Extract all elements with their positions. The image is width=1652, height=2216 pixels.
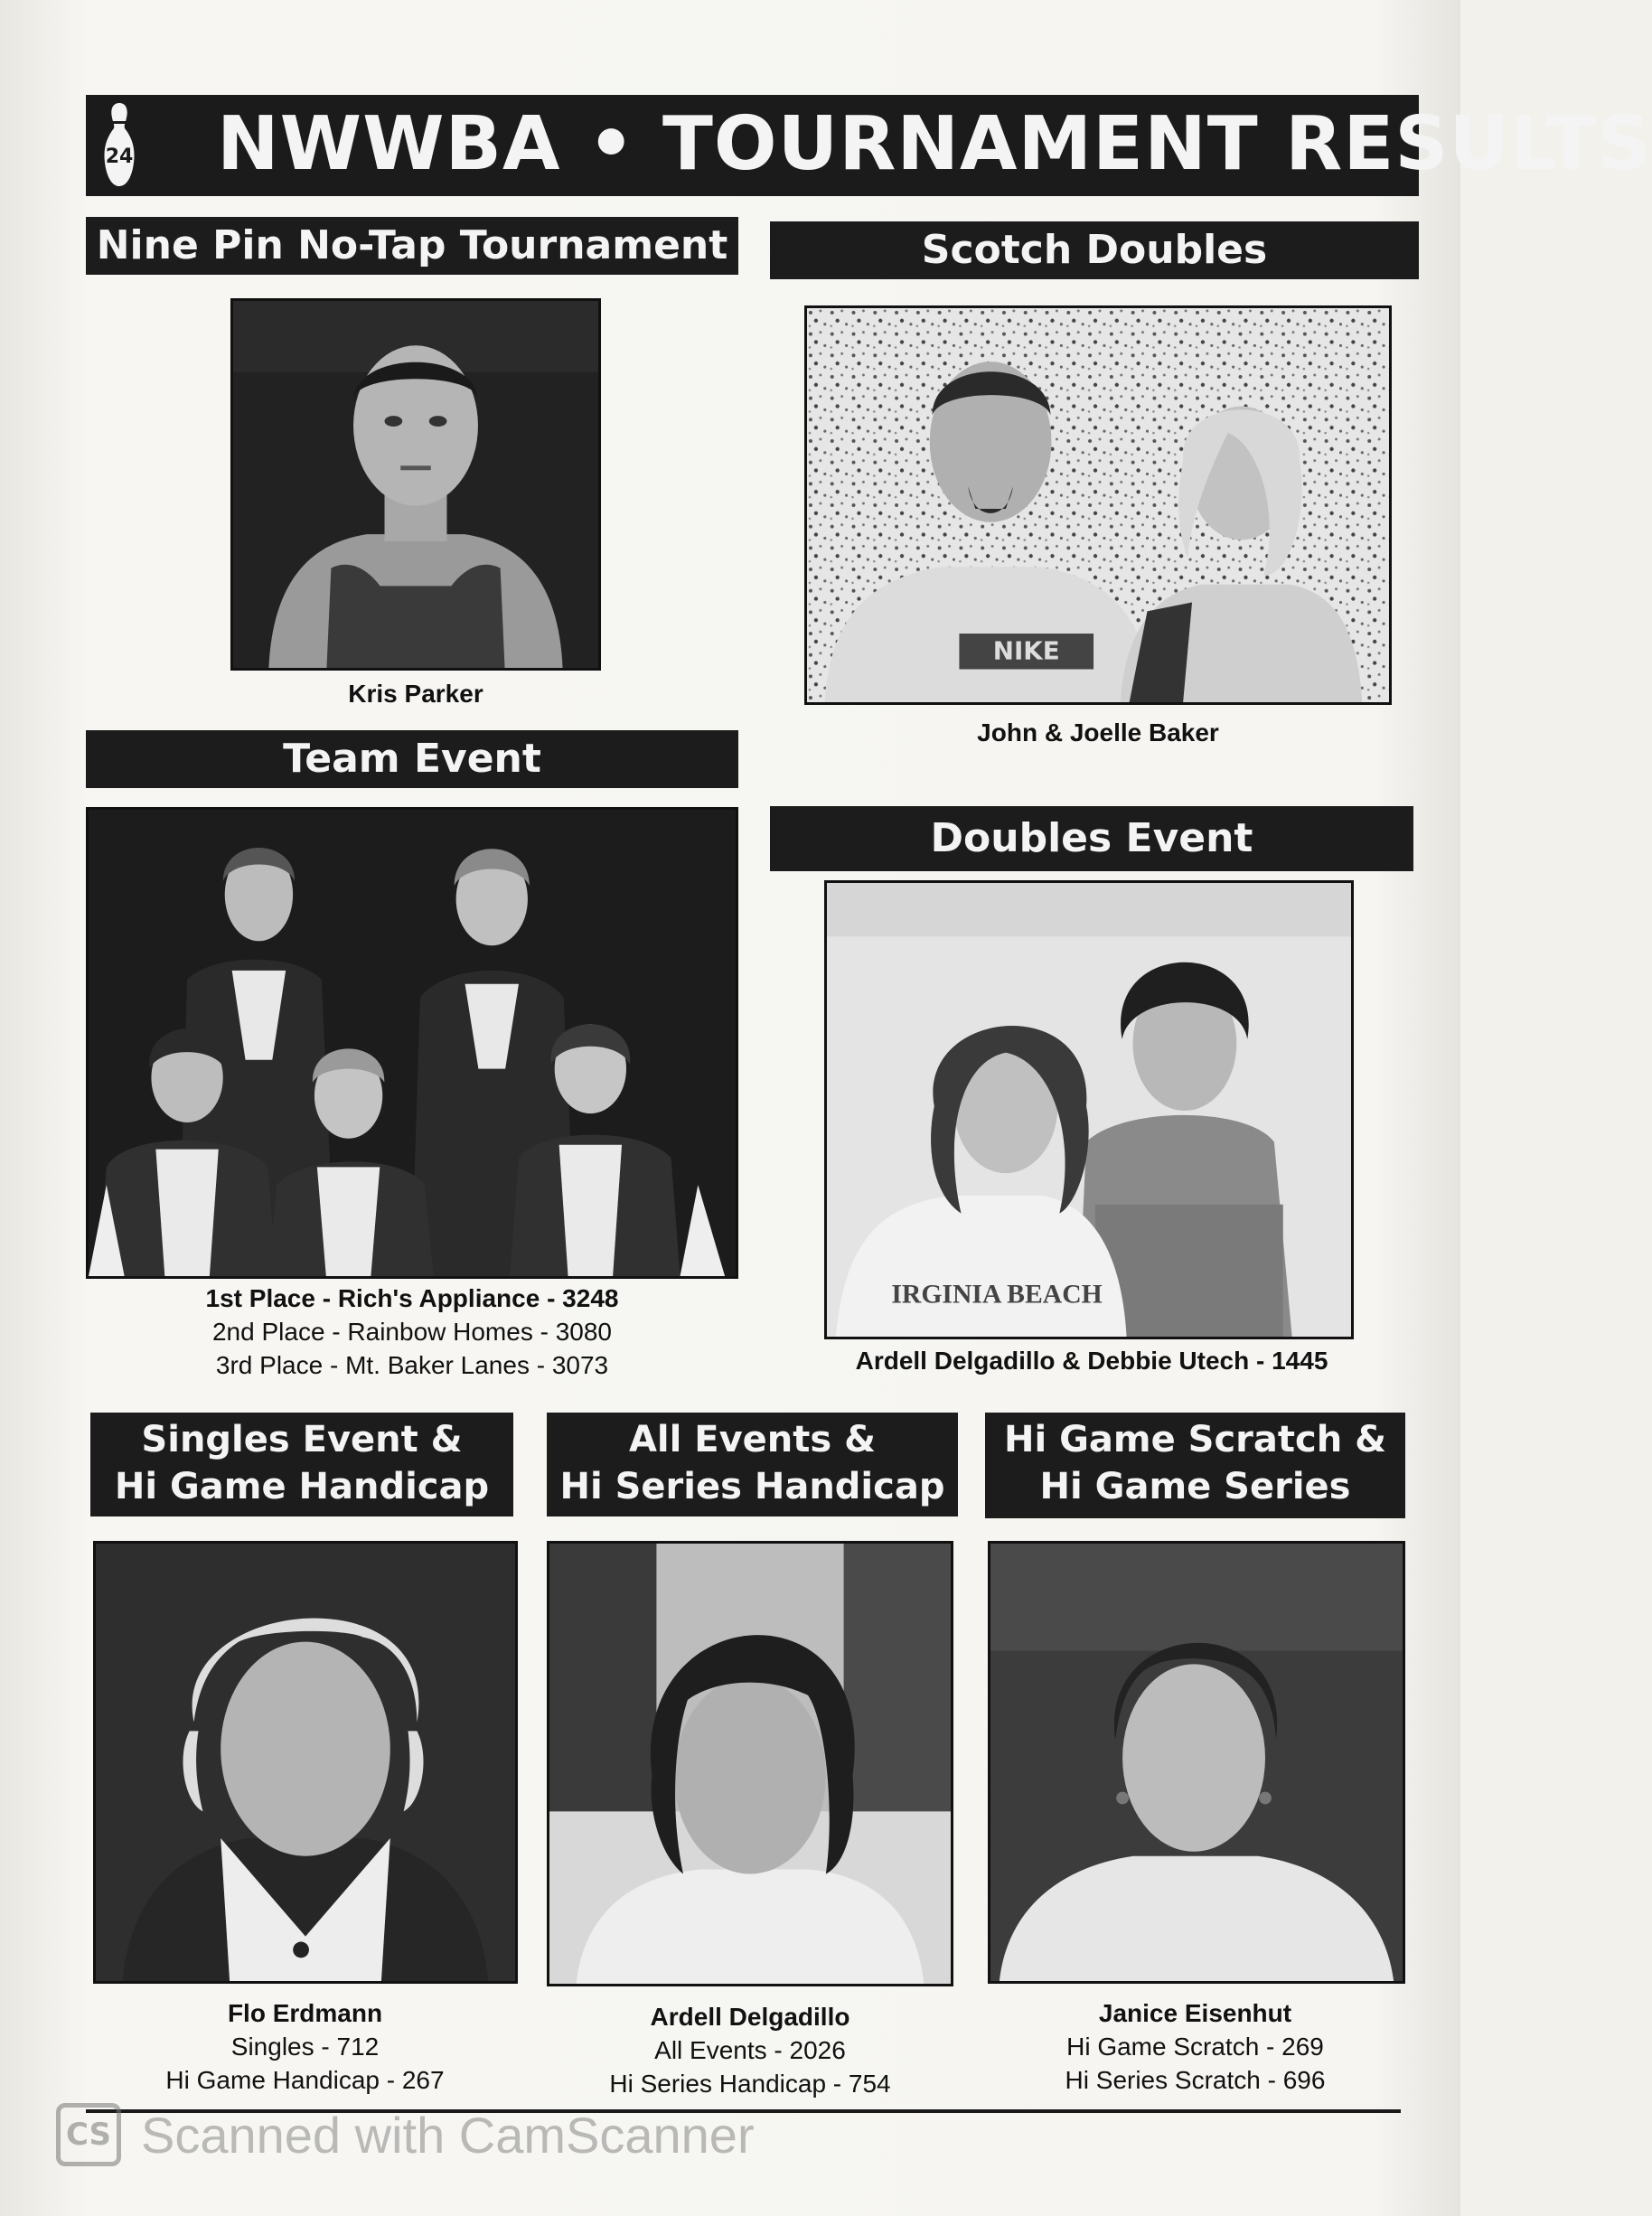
page-number: 24 [105, 146, 134, 168]
camscanner-logo-icon: CS [56, 2103, 121, 2166]
all-events-heading-line-2: Hi Series Handicap [559, 1466, 945, 1507]
svg-text:NIKE: NIKE [992, 635, 1060, 666]
team-event-places [86, 1282, 738, 1382]
section-heading-scotch-doubles: Scotch Doubles [770, 221, 1419, 279]
singles-heading-line-2: Hi Game Handicap [114, 1466, 490, 1507]
team-first-place: 1st Place - Rich's Appliance - 3248 [205, 1284, 619, 1312]
hi-game-handicap-score: Hi Game Handicap - 267 [165, 2066, 445, 2094]
watermark-text: Scanned with CamScanner [141, 2106, 755, 2164]
photo-flo-erdmann [93, 1541, 518, 1984]
caption-john-joelle-baker: John & Joelle Baker [977, 718, 1219, 746]
all-events-winner-name: Ardell Delgadillo [650, 2003, 850, 2031]
caption-kris-parker: Kris Parker [348, 680, 483, 708]
section-heading-all-events [547, 1413, 958, 1516]
team-second-place: 2nd Place - Rainbow Homes - 3080 [211, 1318, 612, 1346]
all-events-score: All Events - 2026 [654, 2036, 846, 2064]
caption-singles [90, 1996, 520, 2097]
hi-game-heading-line-2: Hi Game Series [1039, 1466, 1351, 1507]
photo-kris-parker [230, 298, 601, 671]
section-heading-nine-pin: Nine Pin No-Tap Tournament [86, 217, 738, 275]
photo-john-joelle-baker [804, 305, 1392, 705]
bowling-pin-icon [98, 99, 141, 190]
singles-winner-name: Flo Erdmann [227, 1999, 383, 2027]
page-title: NWWBA • TOURNAMENT RESULTS [217, 101, 1652, 187]
hi-game-heading-line-1: Hi Game Scratch & [1003, 1419, 1387, 1460]
hi-game-winner-name: Janice Eisenhut [1098, 1999, 1292, 2027]
hi-series-handicap-score: Hi Series Handicap - 754 [609, 2070, 891, 2098]
section-heading-team-event: Team Event [86, 730, 738, 788]
photo-team-event [86, 807, 738, 1279]
camscanner-watermark [56, 2100, 755, 2169]
photo-janice-eisenhut [988, 1541, 1405, 1984]
photo-ardell-delgadillo [547, 1541, 953, 1986]
photo-doubles-event [824, 880, 1354, 1339]
caption-hi-game-scratch [985, 1996, 1405, 2097]
section-heading-hi-game-scratch [985, 1413, 1405, 1518]
singles-heading-line-1: Singles Event & [141, 1419, 463, 1460]
section-heading-singles-event [90, 1413, 513, 1516]
hi-series-scratch-score: Hi Series Scratch - 696 [1065, 2066, 1326, 2094]
section-heading-doubles-event: Doubles Event [770, 806, 1413, 871]
all-events-heading-line-1: All Events & [628, 1419, 877, 1460]
svg-text:IRGINIA BEACH: IRGINIA BEACH [891, 1280, 1103, 1310]
caption-doubles-event: Ardell Delgadillo & Debbie Utech - 1445 [855, 1347, 1328, 1375]
hi-game-scratch-score: Hi Game Scratch - 269 [1066, 2033, 1324, 2061]
caption-all-events [542, 2000, 958, 2100]
singles-score: Singles - 712 [230, 2033, 380, 2061]
team-third-place: 3rd Place - Mt. Baker Lanes - 3073 [215, 1351, 609, 1379]
